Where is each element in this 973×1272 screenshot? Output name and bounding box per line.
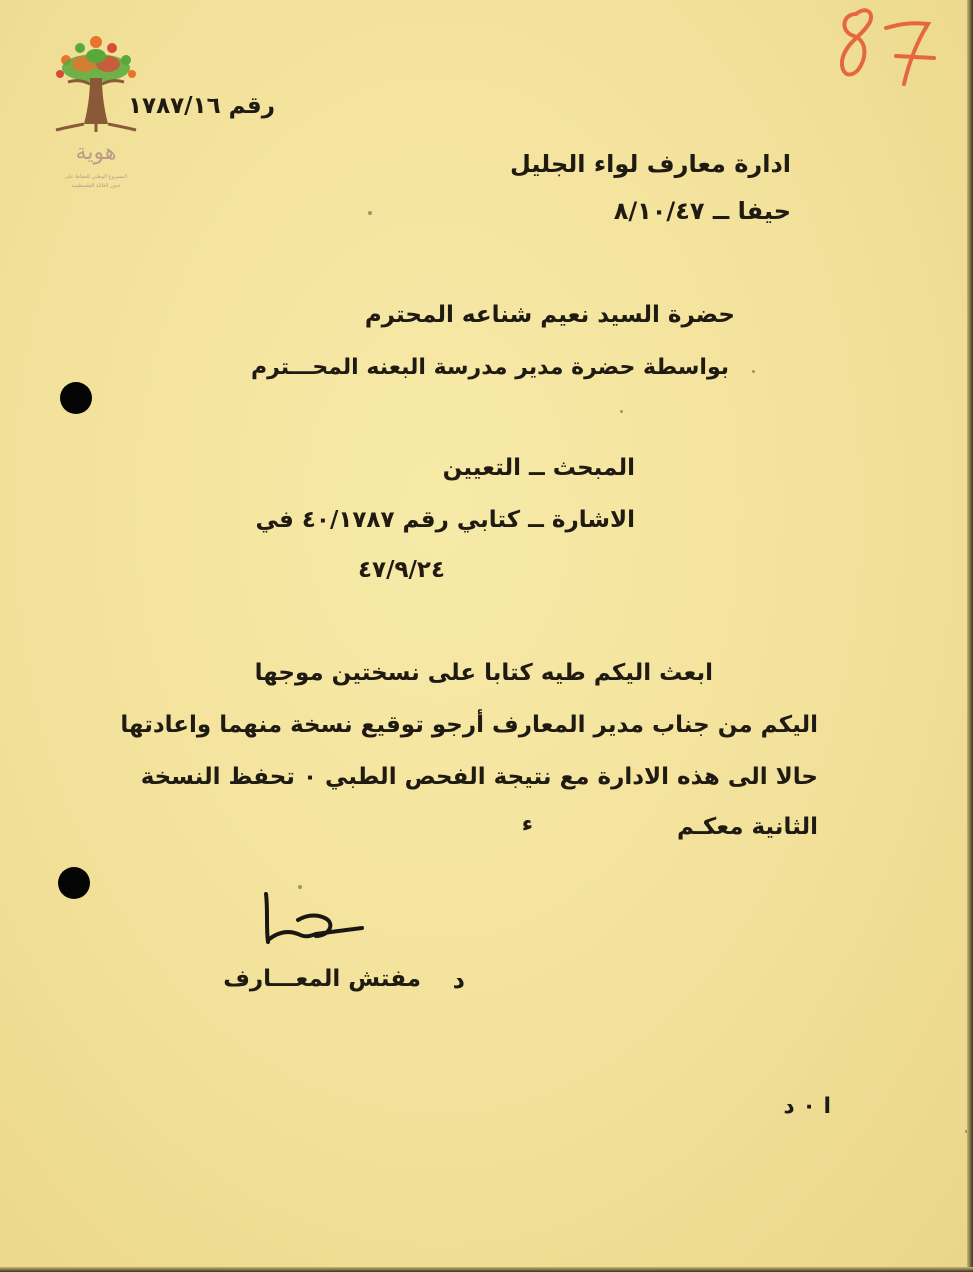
paper-speck [752,370,755,373]
body-line: ابعث اليكم طيه كتابا على نسختين موجها [254,660,713,686]
issuing-office: ادارة معارف لواء الجليل [509,150,791,178]
paper-speck [368,211,372,215]
reference-line: الاشارة ــ كتابي رقم ٤٠/١٧٨٧ في [255,507,635,533]
subject-line: المبحث ــ التعيين [442,455,635,481]
body-line: الثانية معكـم [676,814,818,840]
punch-hole [58,867,90,899]
logo-caption: المشروع الوطني للحفاظ على [64,174,128,180]
body-line: اليكم من جناب مدير المعارف أرجو توقيع نسخة منهما واعادتها [120,712,818,738]
signatory-initial: د [452,966,465,994]
logo-title: هوية [75,140,117,165]
scan-edge [0,1267,973,1272]
reference-date: ٤٧/٩/٢٤ [358,557,445,583]
paper-speck [620,410,623,413]
family-tree-icon [44,34,148,138]
addressee: حضرة السيد نعيم شناعه المحترم [364,302,735,328]
addressee-via: بواسطة حضرة مدير مدرسة البعنه المحـــترم [250,355,729,380]
handwritten-page-number [830,0,950,95]
body-end-mark: ء [521,812,533,837]
body-line: حالا الى هذه الادارة مع نتيجة الفحص الطبي ٠ تحفظ النسخة [140,764,818,790]
place-and-date: حيفا ــ ٨/١٠/٤٧ [613,197,791,225]
punch-hole [60,382,92,414]
signatory-title: مفتش المعـــارف [223,966,421,992]
handwritten-signature [258,880,368,960]
scan-edge [967,0,973,1272]
typist-initials: ا ٠ د [783,1094,831,1119]
logo-caption: جذور العائلة الفلسطينية [71,183,121,189]
reference-number: رقم ١٧٨٧/١٦ [128,93,275,119]
